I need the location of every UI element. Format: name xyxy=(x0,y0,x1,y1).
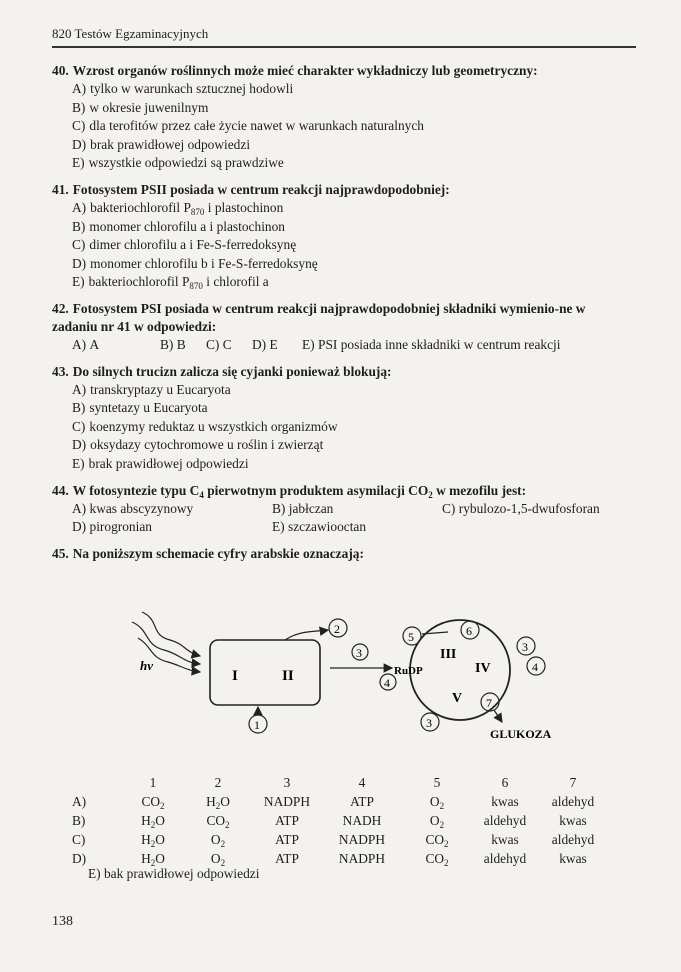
option-text: rybulozo-1,5-dwufosforan xyxy=(458,500,600,516)
option-c xyxy=(442,500,652,519)
option-text: pirogronian xyxy=(89,519,152,535)
option-e xyxy=(302,336,560,355)
option-text: E xyxy=(269,336,278,352)
option-a xyxy=(72,500,272,519)
option-a xyxy=(72,80,632,99)
option-e: E) bak prawidłowej odpowiedzi xyxy=(88,866,260,881)
option-letter: E) xyxy=(72,455,85,471)
circle-5-label: 5 xyxy=(408,630,414,644)
options-list xyxy=(72,199,632,292)
option-e xyxy=(72,273,632,292)
table-header: 4 xyxy=(358,775,366,790)
question-text: Fotosystem PSII posiada w centrum reakcji najprawdopodobniej: xyxy=(72,181,450,197)
option-letter: B) xyxy=(272,500,286,516)
option-letter: D) xyxy=(72,519,87,535)
question-text: w mezofilu jest: xyxy=(432,482,527,498)
question-number: 45. xyxy=(52,545,69,561)
table-header: 1 xyxy=(149,775,157,790)
row-label: C) xyxy=(72,832,86,847)
option-letter: E) xyxy=(72,155,85,171)
option-letter: A) xyxy=(72,199,87,215)
table-cell: $CO_2$ xyxy=(425,851,449,868)
question-45 xyxy=(52,545,632,563)
option-text: bakteriochlorofil P xyxy=(88,274,190,290)
question-text: Do silnych trucizn zalicza się cyjanki ponieważ blokują: xyxy=(72,363,392,379)
option-text: szczawiooctan xyxy=(288,519,367,535)
option-c xyxy=(72,236,632,255)
options-grid xyxy=(72,500,632,537)
option-letter: B) xyxy=(160,336,174,352)
option-b xyxy=(72,99,632,118)
table-cell: NADPH xyxy=(338,851,386,866)
option-letter: A) xyxy=(72,336,87,352)
option-letter: D) xyxy=(72,437,87,453)
option-text: brak prawidłowej odpowiedzi xyxy=(88,455,249,471)
option-text: monomer chlorofilu a i plastochinon xyxy=(89,218,285,234)
circle-3b-label: 3 xyxy=(522,640,528,654)
option-text: tylko w warunkach sztucznej hodowli xyxy=(90,81,294,96)
option-a xyxy=(72,199,632,218)
table-cell: kwas xyxy=(559,851,587,866)
option-text: bakteriochlorofil P xyxy=(90,199,191,215)
table-row xyxy=(72,830,608,849)
table-cell: $O_2$ xyxy=(210,832,226,849)
option-c xyxy=(206,336,252,355)
question-title xyxy=(52,545,632,563)
table-row xyxy=(72,811,608,830)
subscript: 2 xyxy=(428,489,433,500)
option-letter: C) xyxy=(72,418,86,434)
options-list xyxy=(72,381,632,474)
option-d xyxy=(72,136,632,155)
table-cell: aldehyd xyxy=(551,794,595,809)
question-41 xyxy=(52,181,632,292)
option-text-after: i chlorofil a xyxy=(202,274,269,290)
table-cell: aldehyd xyxy=(483,813,527,828)
option-a xyxy=(72,381,632,400)
option-letter: C) xyxy=(72,237,86,253)
option-text: koenzymy reduktaz u wszystkich organizmów xyxy=(89,418,338,434)
option-text: w okresie juwenilnym xyxy=(89,99,209,115)
table-cell: $H_2O$ xyxy=(141,813,165,830)
table-cell: $CO_2$ xyxy=(206,813,230,830)
option-text: oksydazy cytochromowe u roślin i zwierząt xyxy=(90,437,324,453)
option-b xyxy=(72,399,632,418)
option-text: C xyxy=(222,336,232,352)
table-cell: kwas xyxy=(559,813,587,828)
option-text: brak prawidłowej odpowiedzi xyxy=(90,136,251,152)
question-number: 44. xyxy=(52,482,69,498)
table-cell: ATP xyxy=(275,851,299,866)
circle-7-label: 7 xyxy=(486,696,492,710)
option-c xyxy=(72,418,632,437)
option-letter: A) xyxy=(72,500,87,516)
option-b xyxy=(72,218,632,237)
row-label: A) xyxy=(72,794,87,809)
table-cell: aldehyd xyxy=(483,851,527,866)
table-cell: $O_2$ xyxy=(429,813,445,830)
circle-4a-label: 4 xyxy=(384,676,390,690)
subscript: 870 xyxy=(190,206,205,217)
option-letter: B) xyxy=(72,400,86,416)
table-header-row xyxy=(72,773,608,792)
option-d xyxy=(72,518,272,537)
question-text: W fotosyntezie typu C xyxy=(72,482,200,498)
header-rule xyxy=(52,46,636,48)
option-letter: A) xyxy=(72,81,87,96)
option-d xyxy=(72,255,632,274)
options-list xyxy=(72,80,632,173)
photosystem-box xyxy=(210,640,320,705)
options-inline xyxy=(72,336,632,355)
option-letter: D) xyxy=(72,255,87,271)
circle-2-label: 2 xyxy=(334,622,340,636)
option-letter: D) xyxy=(72,136,87,152)
circle-3a-label: 3 xyxy=(356,646,362,660)
option-b xyxy=(160,336,206,355)
option-letter: B) xyxy=(72,218,86,234)
option-d xyxy=(252,336,302,355)
question-44 xyxy=(52,482,632,537)
question-title xyxy=(52,482,632,500)
table-cell: $CO_2$ xyxy=(425,832,449,849)
glukoza-label: GLUKOZA xyxy=(490,727,552,741)
circle-6-label: 6 xyxy=(466,624,472,638)
question-43 xyxy=(52,363,632,474)
option-letter: E) xyxy=(272,519,285,535)
table-cell: NADH xyxy=(342,813,382,828)
table-cell: ATP xyxy=(275,813,299,828)
option-text: monomer chlorofilu b i Fe-S-ferredoksynę xyxy=(90,255,318,271)
option-text: jabłczan xyxy=(288,500,334,516)
question-text: Wzrost organów roślinnych może mieć charakter wykładniczy lub geometryczny: xyxy=(72,63,538,78)
table-cell: NADPH xyxy=(338,832,386,847)
question-text: pierwotnym produktem asymilacji CO xyxy=(203,482,429,498)
option-letter: E) xyxy=(72,274,85,290)
option-letter: E) xyxy=(302,336,315,352)
table-cell: ATP xyxy=(275,832,299,847)
table-cell: NADPH xyxy=(263,794,311,809)
box-label-ii: II xyxy=(282,668,294,684)
option-letter: B) xyxy=(72,99,86,115)
table-cell: $H_2O$ xyxy=(206,794,230,811)
table-header: 7 xyxy=(569,775,577,790)
row-label: B) xyxy=(72,813,86,828)
option-text: PSI posiada inne składniki w centrum reakcji xyxy=(318,336,561,352)
question-text: Fotosystem PSI posiada w centrum reakcji najprawdopodobniej składniki wymienio-ne w zadaniu nr 41 w odpowiedzi: xyxy=(52,300,586,334)
option-text: dimer chlorofilu a i Fe-S-ferredoksynę xyxy=(89,237,297,253)
question-title xyxy=(52,181,632,199)
page-number: 138 xyxy=(52,914,73,929)
option-letter: A) xyxy=(72,381,87,397)
option-d xyxy=(72,436,632,455)
option-a xyxy=(72,336,160,355)
option-e xyxy=(72,154,632,173)
option-text: B xyxy=(176,336,186,352)
table-header: 3 xyxy=(283,775,291,790)
option-letter: D) xyxy=(252,336,267,352)
answer-table xyxy=(72,773,608,868)
option-b xyxy=(272,500,442,519)
table-cell: $O_2$ xyxy=(429,794,445,811)
table-cell: kwas xyxy=(491,794,519,809)
question-text: Na poniższym schemacie cyfry arabskie oznaczają: xyxy=(72,545,364,561)
questions-content xyxy=(52,62,632,571)
question-title xyxy=(52,62,632,80)
table-cell: $H_2O$ xyxy=(141,832,165,849)
table-header: 2 xyxy=(214,775,222,790)
circle-3c-label: 3 xyxy=(426,716,432,730)
table-cell: $O_2$ xyxy=(210,851,226,868)
option-letter: C) xyxy=(72,118,86,134)
table-corner xyxy=(72,773,122,792)
circle-1-label: 1 xyxy=(254,718,260,732)
cycle-label-iv: IV xyxy=(475,661,491,676)
cycle-label-iii: III xyxy=(440,647,457,662)
table-header: 5 xyxy=(433,775,441,790)
question-number: 40. xyxy=(52,63,69,78)
question-title xyxy=(52,300,632,336)
table-cell: aldehyd xyxy=(551,832,595,847)
cycle-label-v: V xyxy=(452,691,463,706)
question-number: 41. xyxy=(52,181,69,197)
option-e xyxy=(72,455,632,474)
table-cell: ATP xyxy=(350,794,374,809)
circle-4b-label: 4 xyxy=(532,660,538,674)
table-cell: $H_2O$ xyxy=(141,851,165,868)
photosynthesis-diagram xyxy=(130,610,590,750)
option-text: kwas abscyzynowy xyxy=(89,500,194,516)
table-row xyxy=(72,792,608,811)
option-text: A xyxy=(89,336,100,352)
option-text: wszystkie odpowiedzi są prawdziwe xyxy=(88,155,284,171)
box-label-i: I xyxy=(232,668,238,684)
table-cell: kwas xyxy=(491,832,519,847)
option-text: syntetazy u Eucaryota xyxy=(89,400,208,416)
option-letter: C) xyxy=(442,500,456,516)
option-text: transkryptazy u Eucaryota xyxy=(90,381,231,397)
running-header: 820 Testów Egzaminacyjnych xyxy=(52,26,209,41)
option-text: dla terofitów przez całe życie nawet w warunkach naturalnych xyxy=(89,118,424,134)
table-header: 6 xyxy=(501,775,509,790)
subscript: 4 xyxy=(199,489,204,500)
hv-label: hv xyxy=(140,658,153,673)
question-title xyxy=(52,363,632,381)
question-42 xyxy=(52,300,632,355)
question-number: 43. xyxy=(52,363,69,379)
rubp-label: RuDP xyxy=(394,665,423,677)
question-40 xyxy=(52,62,632,173)
option-text-after: i plastochinon xyxy=(204,199,284,215)
row-label: D) xyxy=(72,851,87,866)
question-number: 42. xyxy=(52,300,69,316)
table-cell: $CO_2$ xyxy=(141,794,165,811)
option-letter: C) xyxy=(206,336,220,352)
option-e xyxy=(272,518,442,537)
subscript: 870 xyxy=(189,281,203,292)
option-c xyxy=(72,117,632,136)
